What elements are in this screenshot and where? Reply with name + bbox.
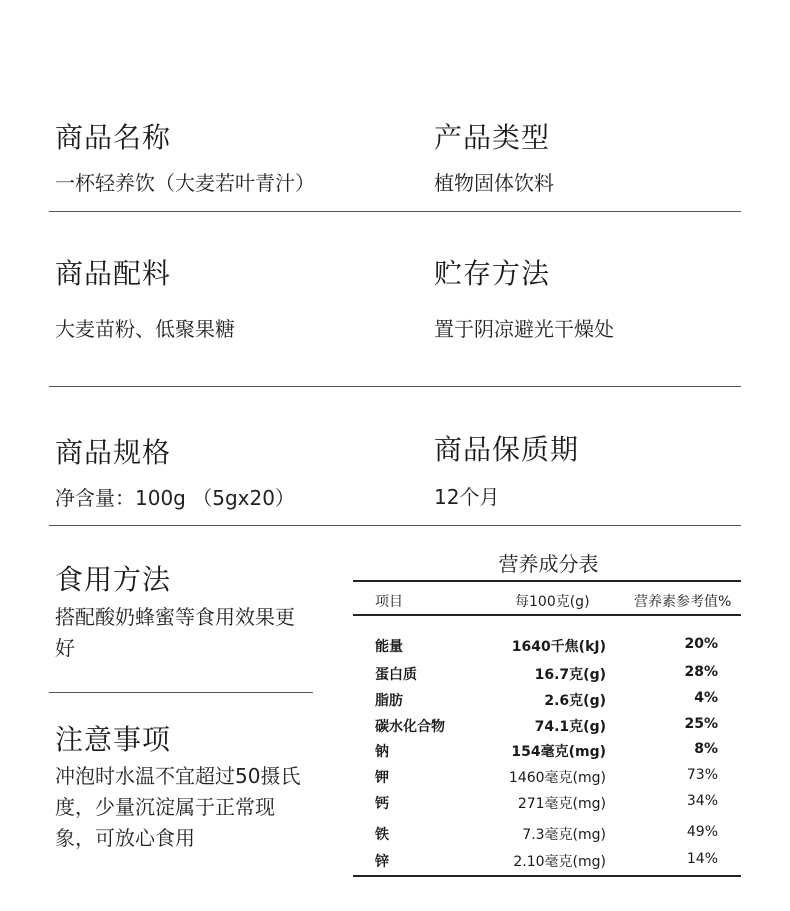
table-row	[356, 824, 741, 848]
spec-value: 净含量：100g （5gx20）	[55, 486, 295, 510]
nutrient-amount: 271毫克(mg)	[517, 796, 606, 812]
nutrient-nrv: 20%	[684, 636, 718, 652]
nutrient-amount: 1460毫克(mg)	[508, 770, 606, 786]
divider	[49, 386, 741, 387]
table-row	[356, 851, 741, 875]
divider	[49, 525, 741, 526]
nutrient-nrv: 49%	[686, 824, 718, 840]
table-row	[356, 690, 741, 714]
table-row	[356, 741, 741, 765]
nutrient-name: 蛋白质	[375, 667, 417, 683]
divider	[49, 692, 313, 693]
table-row	[356, 793, 741, 817]
nutrition-table-title: 营养成分表	[498, 552, 599, 576]
shelf-life-value: 12个月	[434, 485, 500, 509]
nutrient-name: 钙	[375, 796, 389, 812]
table-header-rule	[353, 614, 741, 616]
nutrient-amount: 16.7克(g)	[534, 667, 606, 683]
table-top-rule	[353, 580, 741, 582]
header-nrv: 营养素参考值%	[634, 594, 732, 610]
nutrient-nrv: 73%	[686, 767, 718, 783]
product-type-value: 植物固体饮料	[434, 171, 554, 195]
storage-label: 贮存方法	[434, 257, 551, 290]
nutrient-name: 钠	[375, 744, 389, 760]
nutrient-amount: 7.3毫克(mg)	[522, 827, 606, 843]
storage-value: 置于阴凉避光干燥处	[434, 317, 614, 341]
nutrient-nrv: 14%	[686, 851, 718, 867]
header-per-100g: 每100克(g)	[515, 594, 590, 610]
usage-label: 食用方法	[55, 563, 172, 596]
divider	[49, 211, 741, 212]
product-name-value: 一杯轻养饮（大麦若叶青汁）	[55, 171, 315, 195]
nutrient-name: 碳水化合物	[375, 719, 445, 735]
usage-value: 搭配酸奶蜂蜜等食用效果更好	[55, 605, 295, 660]
nutrient-amount: 2.6克(g)	[544, 693, 606, 709]
product-name-label: 商品名称	[55, 121, 172, 154]
notes-label: 注意事项	[55, 723, 172, 756]
product-type-label: 产品类型	[434, 121, 551, 154]
table-row	[356, 664, 741, 688]
nutrient-amount: 154毫克(mg)	[511, 744, 606, 760]
nutrient-amount: 1640千焦(kJ)	[511, 639, 606, 655]
nutrient-nrv: 28%	[684, 664, 718, 680]
nutrient-amount: 2.10毫克(mg)	[513, 854, 606, 870]
header-item: 项目	[375, 594, 403, 610]
nutrient-amount: 74.1克(g)	[534, 719, 606, 735]
nutrient-nrv: 34%	[686, 793, 718, 809]
spec-label: 商品规格	[55, 436, 172, 469]
table-row	[356, 767, 741, 791]
ingredients-label: 商品配料	[55, 257, 172, 290]
nutrient-name: 脂肪	[375, 693, 403, 709]
notes-value: 冲泡时水温不宜超过50摄氏度，少量沉淀属于正常现象，可放心食用	[55, 764, 301, 850]
nutrient-name: 能量	[375, 639, 403, 655]
nutrient-name: 钾	[375, 770, 389, 786]
ingredients-value: 大麦苗粉、低聚果糖	[55, 317, 235, 341]
nutrient-nrv: 25%	[684, 716, 718, 732]
nutrient-nrv: 8%	[694, 741, 718, 757]
table-row	[356, 716, 741, 740]
table-bottom-rule	[353, 875, 741, 877]
nutrient-name: 铁	[375, 827, 389, 843]
nutrient-name: 锌	[375, 854, 389, 870]
table-row	[356, 636, 741, 660]
shelf-life-label: 商品保质期	[434, 433, 580, 466]
nutrient-nrv: 4%	[694, 690, 718, 706]
